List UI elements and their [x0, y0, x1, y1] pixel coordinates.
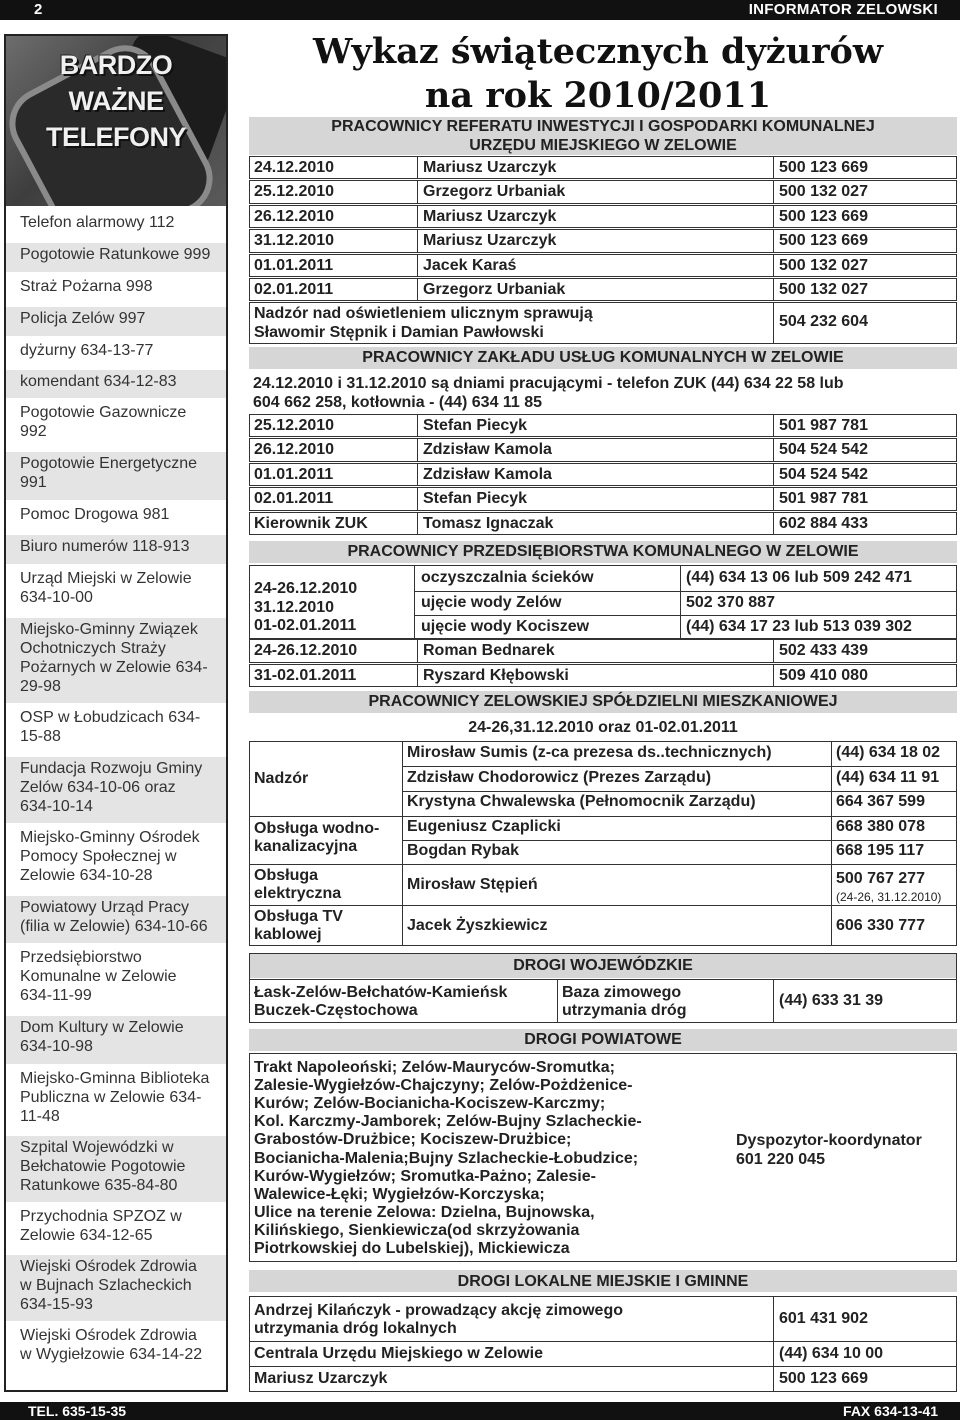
- schedule-row: [249, 229, 957, 252]
- facility-name: oczyszczalnia ścieków: [421, 569, 594, 586]
- road-line: Kilińskiego, Sienkiewicza(od skrzyżowania: [254, 1221, 580, 1239]
- banner-image: [6, 36, 226, 206]
- name-cell: Zdzisław Kamola: [423, 441, 552, 459]
- drogi-lokalne-box: [249, 1296, 957, 1392]
- road-line: Zalesie-Wygiełzów-Chajczyny; Zelów-Pożdżenice-: [254, 1077, 633, 1095]
- schedule-row: [249, 639, 957, 663]
- sidebar-item: Policja Zelów 997: [6, 304, 226, 336]
- facility-phone: (44) 634 13 06 lub 509 242 471: [686, 569, 912, 586]
- phone-cell: 500 123 669: [779, 159, 868, 176]
- lokalne-r1-line1: Andrzej Kilańczyk - prowadzący akcję zimowego: [254, 1302, 623, 1319]
- page-number: 2: [34, 1, 43, 18]
- schedule-row: [249, 156, 957, 179]
- route-line-1: Łask-Zelów-Bełchatów-Kamieńsk: [254, 984, 508, 1001]
- woj-phone: (44) 633 31 39: [779, 992, 884, 1009]
- lokalne-r3-phone: 500 123 669: [779, 1370, 868, 1387]
- schedule-row: [249, 180, 957, 203]
- tv-name: Jacek Żyszkiewicz: [407, 917, 548, 934]
- phone-cell: 602 884 433: [779, 514, 868, 532]
- road-line: Bocianicha-Malenia;Bujny Szlacheckie-Łobudzice;: [254, 1149, 639, 1167]
- facility-name: ujęcie wody Kociszew: [421, 618, 590, 635]
- date-cell: 24.12.2010: [254, 159, 335, 176]
- date-cell: 02.01.2011: [254, 281, 334, 298]
- note-line-1: Nadzór nad oświetleniem ulicznym sprawują: [254, 305, 593, 322]
- dispatcher-phone: 601 220 045: [736, 1151, 825, 1168]
- row-divider: [414, 591, 956, 592]
- name-cell: Mariusz Uzarczyk: [423, 232, 557, 250]
- name-cell: Stefan Piecyk: [423, 417, 528, 434]
- sidebar-item: Urząd Miejski w Zelowie 634-10-00: [6, 564, 226, 615]
- wk-phone-2: 668 195 117: [836, 842, 925, 859]
- sidebar-item: Przychodnia SPZOZ w Zelowie 634-12-65: [6, 1202, 226, 1252]
- banner-line-3: TELEFONY: [45, 122, 186, 152]
- base-line-2: utrzymania dróg: [562, 1002, 687, 1019]
- nadzor-name: Mirosław Sumis (z-ca prezesa ds..technicznych): [407, 744, 772, 761]
- banner-line-2: WAŻNE: [68, 86, 164, 116]
- phone-cell: 501 987 781: [779, 490, 868, 508]
- date-cell: 01.01.2011: [254, 465, 334, 483]
- zuk-note-line-2: 604 662 258, kotłownia - (44) 634 11 85: [253, 394, 543, 411]
- sidebar-item: Straż Pożarna 998: [6, 272, 226, 304]
- section-header-smz: PRACOWNICY ZELOWSKIEJ SPÓŁDZIELNI MIESZKANIOWEJ: [249, 691, 957, 713]
- sidebar-item: Przedsiębiorstwo Komunalne w Zelowie 634-11-99: [6, 943, 226, 1013]
- phone-cell: 501 987 781: [779, 417, 868, 434]
- tv-phone: 606 330 777: [836, 917, 925, 934]
- schedule-row: [249, 463, 957, 486]
- wk-phone-1: 668 380 078: [836, 818, 925, 835]
- section-header-powiatowe: DROGI POWIATOWE: [249, 1029, 957, 1051]
- wk-label-1: Obsługa wodno-: [254, 820, 380, 837]
- sidebar-item: Wiejski Ośrodek Zdrowia w Wygiełzowie 634-14-22: [6, 1321, 226, 1371]
- date-cell: 25.12.2010: [254, 417, 335, 434]
- phone-cell: 502 433 439: [779, 642, 868, 659]
- name-cell: Tomasz Ignaczak: [423, 514, 554, 532]
- name-cell: Stefan Piecyk: [423, 490, 528, 508]
- name-cell: Grzegorz Urbaniak: [423, 183, 566, 201]
- sidebar-item: Pomoc Drogowa 981: [6, 500, 226, 532]
- phone-cell: 500 132 027: [779, 256, 868, 274]
- road-line: Grabostów-Drużbice; Kociszew-Drużbice;: [254, 1131, 572, 1149]
- smz-table: [249, 741, 957, 946]
- sidebar-item: Biuro numerów 118-913: [6, 532, 226, 564]
- el-label-1: Obsługa: [254, 867, 319, 884]
- schedule-row: [249, 512, 957, 535]
- header-line-2: URZĘDU MIEJSKIEGO W ZELOWIE: [469, 137, 737, 154]
- sidebar-item: Szpital Wojewódzki w Bełchatowie Pogotowie Ratunkowe 635-84-80: [6, 1133, 226, 1202]
- date-cell: 24-26.12.2010: [254, 642, 358, 659]
- name-cell: Jacek Karaś: [423, 256, 517, 274]
- drogi-wojewodzkie: [249, 953, 957, 1023]
- banner-line-1: BARDZO: [59, 50, 173, 80]
- tv-label-2: kablowej: [254, 926, 322, 943]
- road-line: Kol. Karczmy-Jamborek; Zelów-Bujny Szlacheckie-: [254, 1113, 642, 1131]
- date-cell: Kierownik ZUK: [254, 514, 368, 532]
- route-line-2: Buczek-Częstochowa: [254, 1002, 418, 1019]
- footer-fax: FAX 634-13-41: [843, 1403, 938, 1419]
- wk-name-2: Bogdan Rybak: [407, 842, 520, 859]
- nadzor-phone: (44) 634 18 02: [836, 744, 941, 761]
- lokalne-r2-phone: (44) 634 10 00: [779, 1345, 884, 1362]
- phone-cell: 500 132 027: [779, 183, 868, 201]
- name-cell: Roman Bednarek: [423, 642, 555, 659]
- page-title: [240, 30, 956, 118]
- lokalne-r1-line2: utrzymania dróg lokalnych: [254, 1320, 457, 1337]
- header-line-1: PRACOWNICY REFERATU INWESTYCJI I GOSPODARKI KOMUNALNEJ: [331, 118, 875, 135]
- nadzor-phone: (44) 634 11 91: [836, 768, 940, 786]
- date-cell: 02.01.2011: [254, 490, 334, 508]
- date-cell: 31.12.2010: [254, 232, 335, 250]
- sidebar-item: Dom Kultury w Zelowie 634-10-98: [6, 1013, 226, 1064]
- phone-cell: 504 524 542: [779, 465, 868, 483]
- pk-date-3: 01-02.01.2011: [254, 617, 357, 634]
- zuk-note-line-1: 24.12.2010 i 31.12.2010 są dniami pracującymi - telefon ZUK (44) 634 22 58 lub: [253, 375, 844, 392]
- sidebar-item: Pogotowie Gazownicze 992: [6, 398, 226, 449]
- smz-dates: 24-26,31.12.2010 oraz 01-02.01.2011: [468, 719, 738, 736]
- road-line: Kurów; Zelów-Bocianicha-Kociszew-Karczmy;: [254, 1095, 606, 1113]
- name-cell: Mariusz Uzarczyk: [423, 159, 557, 176]
- lokalne-r1-phone: 601 431 902: [779, 1310, 868, 1327]
- sidebar-item: OSP w Łobudzicach 634-15-88: [6, 703, 226, 754]
- note-line-2: Sławomir Stępnik i Damian Pawłowski: [254, 324, 544, 341]
- schedule-row: [249, 278, 957, 301]
- important-phones-sidebar: [4, 34, 228, 1392]
- phone-cell: 504 524 542: [779, 441, 868, 459]
- footer-tel: TEL. 635-15-35: [28, 1403, 127, 1419]
- sidebar-item: Miejsko-Gminny Ośrodek Pomocy Społecznej w Zelowie 634-10-28: [6, 823, 226, 893]
- title-line-2: na rok 2010/2011: [424, 75, 772, 116]
- wk-name-1: Eugeniusz Czaplicki: [407, 818, 561, 835]
- schedule-row: [249, 254, 957, 277]
- phone-cell: 500 123 669: [779, 232, 868, 250]
- name-cell: Zdzisław Kamola: [423, 465, 552, 483]
- nadzor-phone: 664 367 599: [836, 793, 925, 810]
- nadzor-label: Nadzór: [254, 770, 309, 787]
- section-header-pk: PRACOWNICY PRZEDSIĘBIORSTWA KOMUNALNEGO W ZELOWIE: [249, 541, 957, 563]
- title-line-1: Wykaz świątecznych dyżurów: [312, 31, 884, 72]
- note-phone: 504 232 604: [779, 313, 868, 330]
- date-cell: 26.12.2010: [254, 441, 335, 459]
- phone-cell: 509 410 080: [779, 666, 868, 684]
- publication-name: INFORMATOR ZELOWSKI: [748, 1, 938, 18]
- sidebar-item: Pogotowie Ratunkowe 999: [6, 240, 226, 272]
- pk-dates-block: [249, 565, 957, 639]
- road-line: Walewice-Łęki; Wygiełzów-Korczyska;: [254, 1185, 545, 1203]
- nadzor-name: Zdzisław Chodorowicz (Prezes Zarządu): [407, 768, 712, 786]
- phone-cell: 500 123 669: [779, 207, 868, 225]
- sidebar-item: Miejsko-Gminny Związek Ochotniczych Straży Pożarnych w Zelowie 634-29-98: [6, 615, 226, 703]
- nadzor-name: Krystyna Chwalewska (Pełnomocnik Zarządu): [407, 793, 756, 810]
- name-cell: Ryszard Kłębowski: [423, 666, 569, 684]
- tv-label-1: Obsługa TV: [254, 908, 343, 925]
- lokalne-r2: Centrala Urzędu Miejskiego w Zelowie: [254, 1345, 543, 1362]
- sidebar-item: Wiejski Ośrodek Zdrowia w Bujnach Szlacheckich 634-15-93: [6, 1252, 226, 1321]
- name-cell: Mariusz Uzarczyk: [423, 207, 557, 225]
- el-label-2: elektryczna: [254, 885, 342, 902]
- section-header-referat: [249, 117, 957, 155]
- pk-date-1: 24-26.12.2010: [254, 580, 358, 597]
- sidebar-item: Telefon alarmowy 112: [6, 208, 226, 240]
- phone-cell: 500 132 027: [779, 281, 868, 298]
- road-line: Trakt Napoleoński; Zelów-Mauryców-Sromutka;: [254, 1059, 615, 1076]
- facility-phone: (44) 634 17 23 lub 513 039 302: [686, 618, 912, 635]
- facility-name: ujęcie wody Zelów: [421, 593, 562, 611]
- street-lighting-row: [249, 302, 957, 344]
- el-note: (24-26, 31.12.2010): [836, 890, 942, 904]
- road-line: Kurów-Wygiełzów; Sromutka-Pażno; Zalesie-: [254, 1167, 596, 1185]
- schedule-row: [249, 205, 957, 228]
- pk-date-2: 31.12.2010: [254, 599, 335, 616]
- bottom-bar: [0, 1402, 960, 1420]
- road-line: Piotrkowskiej do Lubelskiej), Mickiewicza: [254, 1240, 570, 1257]
- road-line: Ulice na terenie Zelowa: Dzielna, Bujnowska,: [254, 1203, 595, 1221]
- section-header-lokalne: DROGI LOKALNE MIEJSKIE I GMINNE: [249, 1270, 957, 1292]
- sidebar-item: Powiatowy Urząd Pracy (filia w Zelowie) 634-10-66: [6, 893, 226, 943]
- date-cell: 26.12.2010: [254, 207, 335, 225]
- sidebar-item: Fundacja Rozwoju Gminy Zelów 634-10-06 oraz 634-10-14: [6, 754, 226, 823]
- facility-phone: 502 370 887: [686, 593, 775, 611]
- schedule-row: [249, 664, 957, 688]
- section-header-zuk: PRACOWNICY ZAKŁADU USŁUG KOMUNALNYCH W ZELOWIE: [249, 347, 957, 369]
- sidebar-item: komendant 634-12-83: [6, 367, 226, 398]
- schedule-row: [249, 487, 957, 510]
- wk-label-2: kanalizacyjna: [254, 838, 358, 855]
- zuk-note: [249, 372, 957, 414]
- el-phone: 500 767 277: [836, 870, 925, 887]
- name-cell: Grzegorz Urbaniak: [423, 281, 566, 298]
- date-cell: 25.12.2010: [254, 183, 335, 201]
- drogi-powiatowe-box: [249, 1053, 957, 1262]
- date-cell: 31-02.01.2011: [254, 666, 357, 684]
- sidebar-item: dyżurny 634-13-77: [6, 336, 226, 367]
- base-line-1: Baza zimowego: [562, 984, 682, 1001]
- date-cell: 01.01.2011: [254, 256, 334, 274]
- sidebar-item: Pogotowie Energetyczne 991: [6, 449, 226, 500]
- sidebar-item: Miejsko-Gminna Biblioteka Publiczna w Zelowie 634-11-48: [6, 1064, 226, 1133]
- lokalne-r3: Mariusz Uzarczyk: [254, 1370, 388, 1387]
- schedule-row: [249, 414, 957, 437]
- drogi-woj-header: DROGI WOJEWÓDZKIE: [250, 954, 956, 978]
- schedule-row: [249, 438, 957, 461]
- top-bar: [0, 0, 960, 20]
- row-divider: [414, 615, 956, 616]
- dispatcher-label: Dyspozytor-koordynator: [736, 1132, 922, 1149]
- el-name: Mirosław Stępień: [407, 876, 538, 893]
